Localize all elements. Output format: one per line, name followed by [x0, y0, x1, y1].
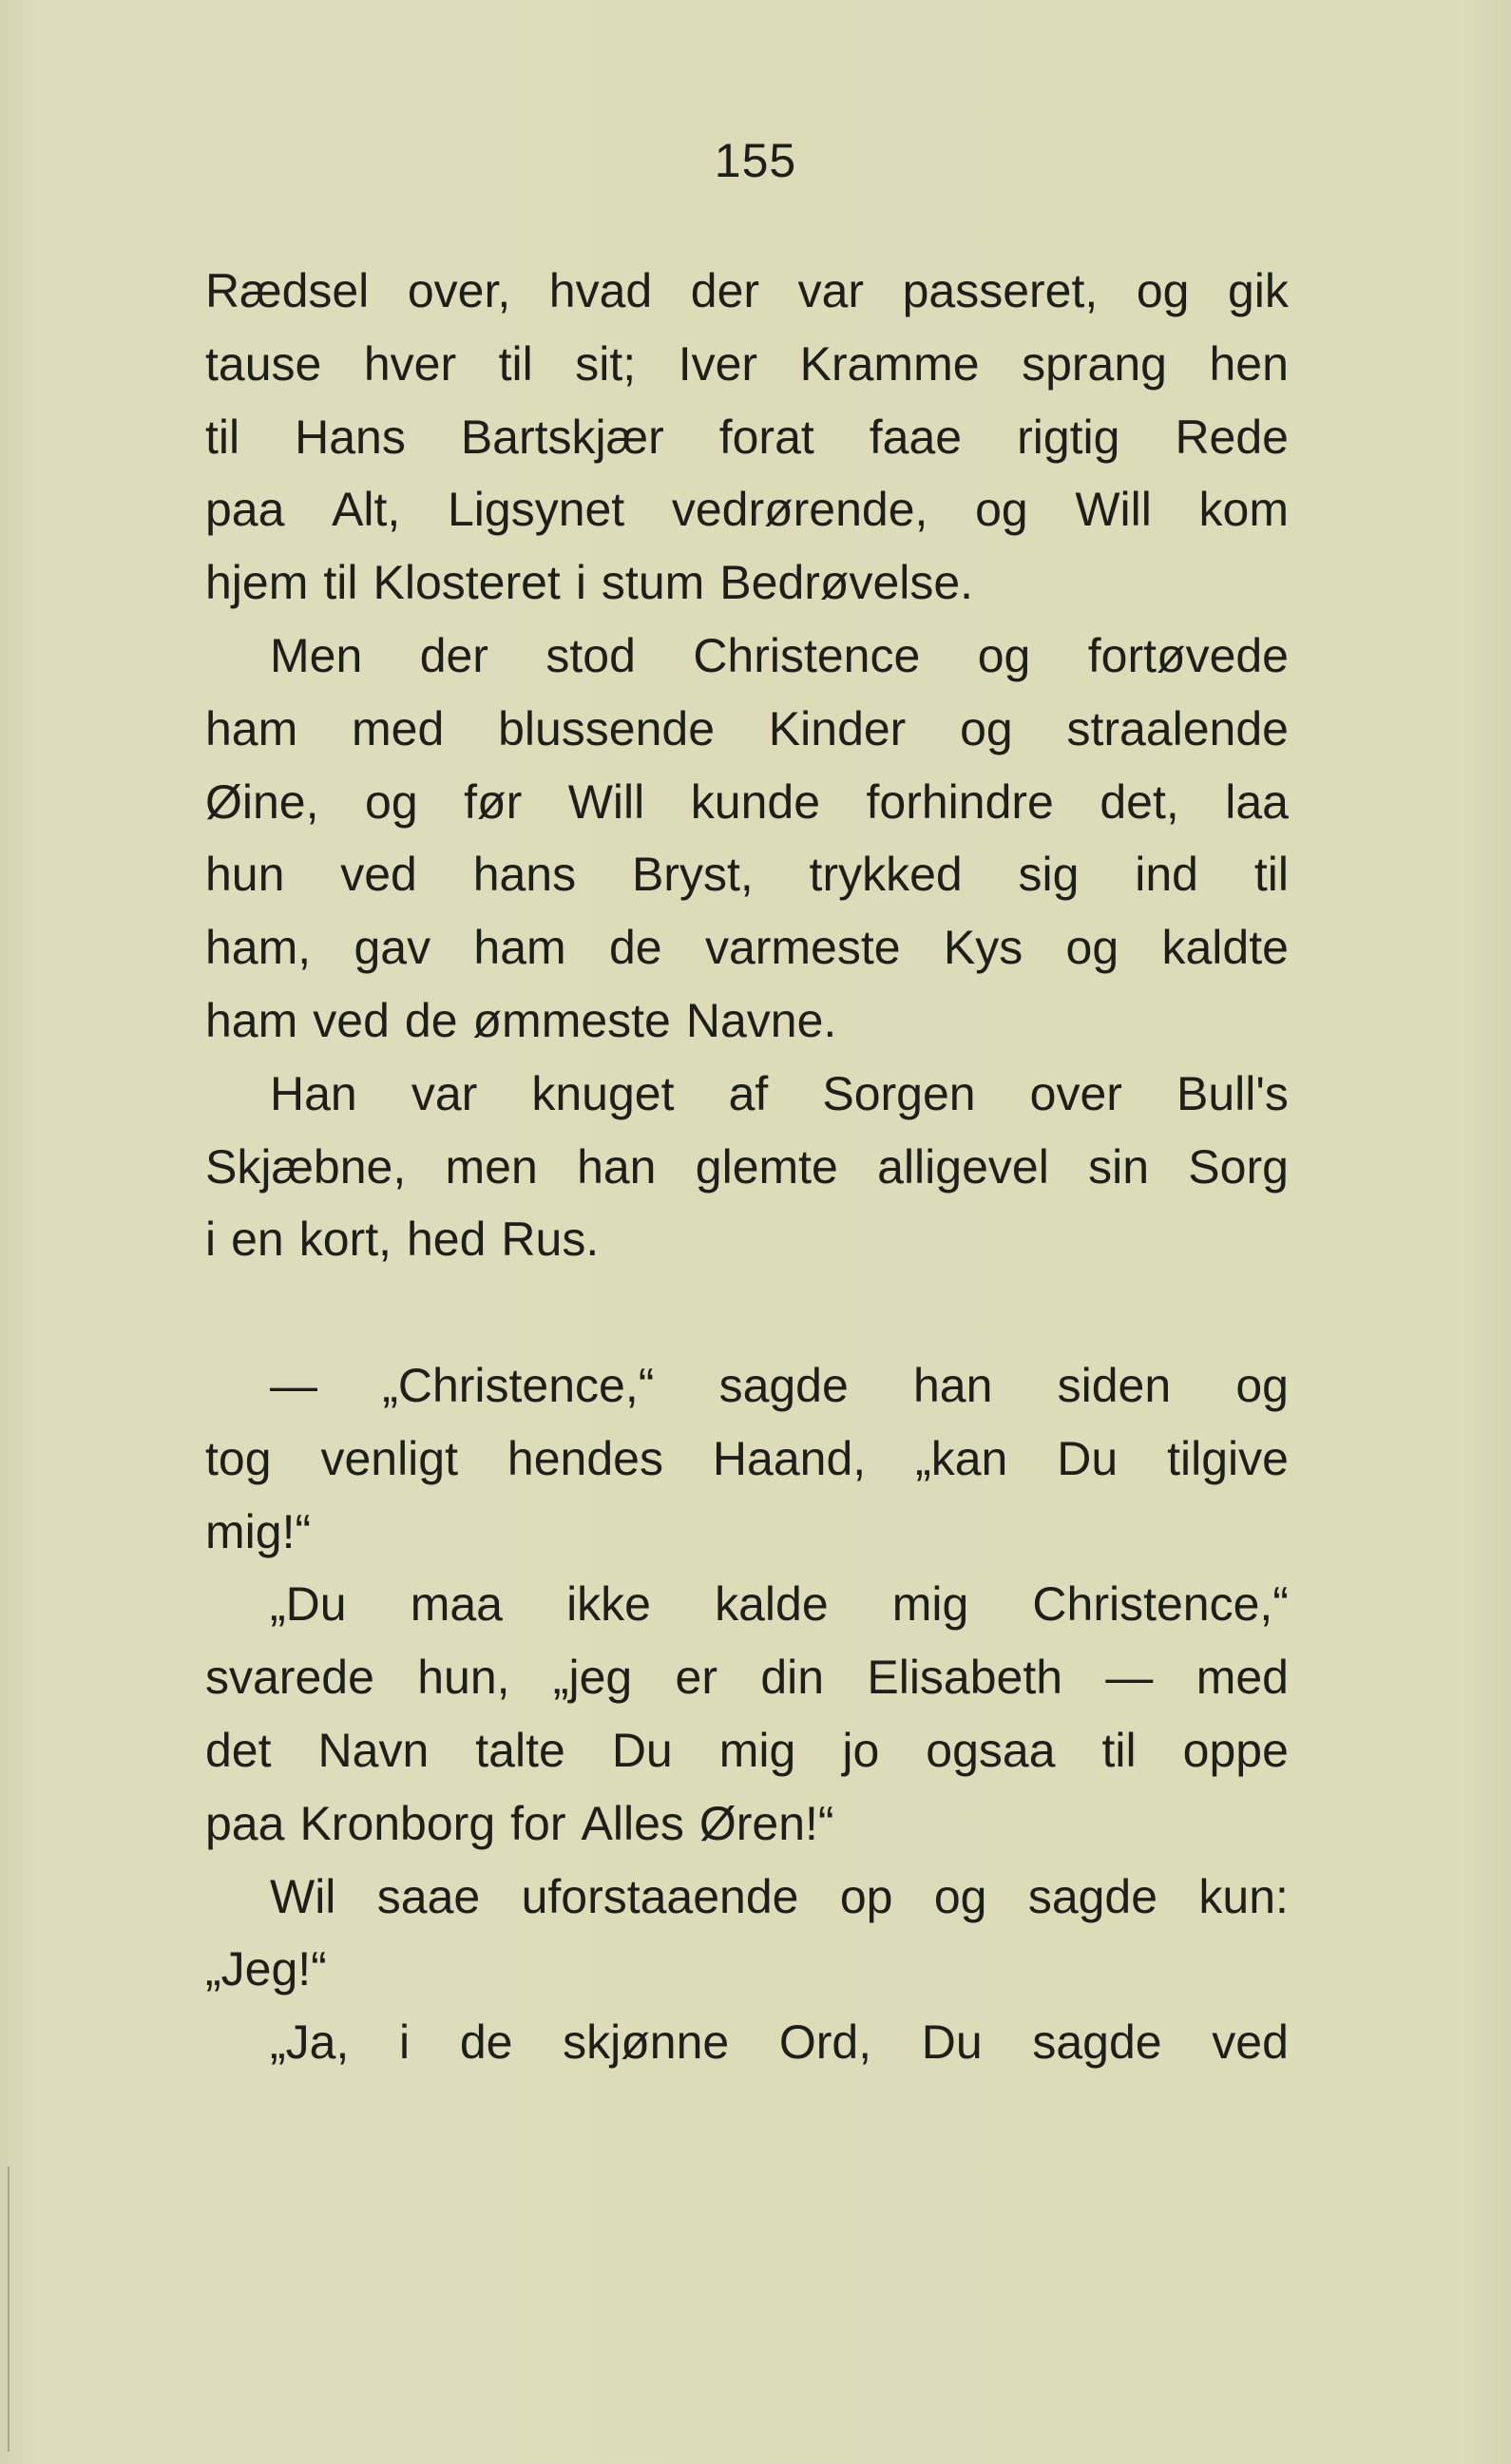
word: siden [1057, 1358, 1172, 1412]
word: med [352, 701, 445, 755]
word: sagde [1027, 1869, 1158, 1923]
word: Navne. [685, 993, 837, 1047]
word: med [1195, 1651, 1289, 1705]
word: Han [270, 1066, 357, 1120]
word: mig [718, 1723, 796, 1777]
word: til [323, 556, 358, 610]
word: af [728, 1066, 769, 1120]
word: ham [205, 993, 298, 1047]
word: Alt, [332, 483, 401, 537]
text-line [205, 328, 1289, 401]
word: og [960, 701, 1013, 755]
text-line [205, 1641, 1289, 1714]
word: hen [1209, 336, 1289, 391]
word: han [912, 1358, 993, 1412]
word: hjem [205, 556, 309, 610]
word: Alles [581, 1796, 684, 1850]
word: det [205, 1723, 272, 1777]
word: Kramme [799, 336, 980, 391]
word: varmeste [704, 921, 901, 975]
word: Christence,“ [1032, 1577, 1289, 1632]
text-line [205, 1349, 1289, 1423]
word: alligevel [877, 1139, 1049, 1194]
word: „Christence,“ [382, 1358, 655, 1412]
word: over [1029, 1066, 1122, 1120]
word: og [1136, 264, 1190, 317]
word: i [399, 2015, 411, 2070]
word: „Ja, [270, 2015, 350, 2070]
word: kun: [1198, 1869, 1289, 1923]
word: sagde [718, 1358, 849, 1412]
body-text [205, 255, 1289, 2079]
text-line [205, 1131, 1289, 1204]
page-number: 155 [714, 134, 797, 187]
word: hed [406, 1213, 487, 1267]
word: de [609, 921, 662, 975]
word: sit; [575, 336, 637, 391]
word: Kronborg [299, 1796, 496, 1850]
word: til [205, 410, 240, 464]
word: maa [410, 1577, 503, 1632]
word: Du [1057, 1431, 1119, 1485]
word: Will [567, 774, 645, 829]
word: trykked [809, 848, 963, 902]
text-line [205, 620, 1289, 693]
word: hans [472, 848, 577, 902]
word: uforstaaende [521, 1869, 799, 1923]
word: rigtig [1017, 410, 1120, 464]
word: sig [1018, 848, 1080, 902]
text-line [205, 546, 1289, 620]
word: straalende [1066, 701, 1289, 755]
word: — [1105, 1651, 1154, 1705]
word: tog [205, 1431, 272, 1485]
word: ind [1135, 848, 1198, 902]
word: skjønne [563, 2015, 730, 2070]
word: saae [376, 1869, 481, 1923]
text-line [205, 1787, 1289, 1861]
word: og [975, 483, 1028, 537]
word: Bartskjær [460, 410, 664, 464]
text-line [205, 1861, 1289, 1934]
text-line [205, 1423, 1289, 1496]
word: Du [921, 2015, 983, 2070]
word: Øine, [205, 774, 319, 829]
word: Sorgen [822, 1066, 976, 1120]
word: Øren!“ [698, 1796, 834, 1850]
word: hver [363, 336, 457, 391]
word: kort, [298, 1213, 392, 1267]
page-edge-mark [8, 2167, 10, 2452]
word: Ord, [778, 2015, 872, 2070]
word: stum [601, 556, 705, 610]
text-line [205, 1203, 1289, 1276]
word: oppe [1182, 1723, 1289, 1777]
word: ogsaa [926, 1723, 1056, 1777]
text-line [205, 693, 1289, 766]
word: i [575, 556, 586, 610]
word: Bull's [1176, 1066, 1289, 1120]
word: til [1253, 848, 1289, 902]
word: til [498, 336, 533, 391]
word: Wil [270, 1869, 336, 1923]
word: tilgive [1167, 1431, 1289, 1485]
text-line [205, 1058, 1289, 1131]
word: før [464, 774, 523, 829]
word: Sorg [1188, 1139, 1289, 1194]
word: hvad [548, 264, 653, 317]
word: laa [1225, 774, 1289, 829]
word: og [365, 774, 418, 829]
word: venligt [320, 1431, 458, 1485]
word: ham, [205, 921, 312, 975]
word: en [231, 1213, 284, 1267]
word: ømmeste [472, 993, 671, 1047]
word: og [933, 1869, 987, 1923]
word: Men [270, 628, 363, 682]
word: og [1235, 1358, 1289, 1412]
text-line [205, 473, 1289, 546]
word: men [445, 1139, 538, 1194]
word: „Jeg!“ [205, 1942, 327, 1996]
word: jo [842, 1723, 880, 1777]
word: Elisabeth [867, 1651, 1063, 1705]
word: talte [475, 1723, 565, 1777]
word: der [419, 628, 488, 682]
word: ved [340, 848, 417, 902]
word: til [1101, 1723, 1137, 1777]
word: for [510, 1796, 566, 1850]
word: svarede [205, 1651, 374, 1705]
word: faae [869, 410, 963, 464]
word: din [760, 1651, 825, 1705]
word: Kys [943, 921, 1023, 975]
word: er [675, 1651, 717, 1705]
word: Rede [1175, 410, 1289, 464]
word: Christence [693, 628, 921, 682]
word: tause [205, 336, 322, 391]
text-line [205, 1714, 1289, 1787]
word: der [690, 264, 760, 317]
word: blussende [498, 701, 716, 755]
word: kom [1198, 483, 1289, 537]
word: han [577, 1139, 657, 1194]
word: Ligsynet [447, 483, 625, 537]
text-line [205, 838, 1289, 911]
word: forhindre [866, 774, 1054, 829]
word: glemte [695, 1139, 838, 1194]
word: Bryst, [631, 848, 754, 902]
word: ham [473, 921, 566, 975]
word: over, [407, 264, 511, 317]
word: Kinder [768, 701, 907, 755]
word: kunde [690, 774, 820, 829]
text-line [205, 766, 1289, 839]
text-line [205, 2006, 1289, 2079]
word: paa [205, 483, 285, 537]
word: gav [354, 921, 431, 975]
word: „jeg [552, 1651, 633, 1705]
word: Iver [678, 336, 758, 391]
word: ved [1212, 2015, 1289, 2070]
word: Bedrøvelse. [719, 556, 974, 610]
text-line [205, 1496, 1289, 1569]
word: de [404, 993, 458, 1047]
word: Rædsel [205, 264, 370, 317]
word: knuget [531, 1066, 675, 1120]
text-line [205, 255, 1289, 328]
word: Skjæbne, [205, 1139, 407, 1194]
word: Du [611, 1723, 673, 1777]
word: „Du [270, 1577, 347, 1632]
text-line [205, 911, 1289, 984]
word: vedrørende, [671, 483, 928, 537]
word: kaldte [1161, 921, 1289, 975]
word: stod [545, 628, 636, 682]
word: ikke [566, 1577, 651, 1632]
word: Will [1075, 483, 1152, 537]
word: op [839, 1869, 893, 1923]
word: Hans [295, 410, 406, 464]
word: fortøvede [1087, 628, 1289, 682]
word: det, [1100, 774, 1179, 829]
word: og [977, 628, 1031, 682]
word: Haand, [712, 1431, 867, 1485]
word: sin [1088, 1139, 1150, 1194]
word: hun, [417, 1651, 510, 1705]
word: ved [313, 993, 390, 1047]
word: passeret, [902, 264, 1099, 317]
text-line [205, 984, 1289, 1058]
word: var [411, 1066, 478, 1120]
word: mig [891, 1577, 969, 1632]
word: kalde [715, 1577, 829, 1632]
word: de [459, 2015, 513, 2070]
word: i [205, 1213, 217, 1267]
word: og [1065, 921, 1119, 975]
text-line [205, 1933, 1289, 2006]
text-line [205, 1568, 1289, 1641]
word: Rus. [501, 1213, 600, 1267]
text-line [205, 401, 1289, 474]
word: hendes [507, 1431, 663, 1485]
word: Navn [317, 1723, 430, 1777]
word: sprang [1022, 336, 1167, 391]
word: forat [718, 410, 814, 464]
word: gik [1228, 264, 1289, 317]
word: hun [205, 848, 285, 902]
word: „kan [915, 1431, 1008, 1485]
word: — [270, 1358, 317, 1412]
word: sagde [1032, 2015, 1162, 2070]
word: paa [205, 1796, 285, 1850]
word: ham [205, 701, 298, 755]
word: Klosteret [373, 556, 561, 610]
word: var [797, 264, 865, 317]
word: mig!“ [205, 1504, 312, 1558]
